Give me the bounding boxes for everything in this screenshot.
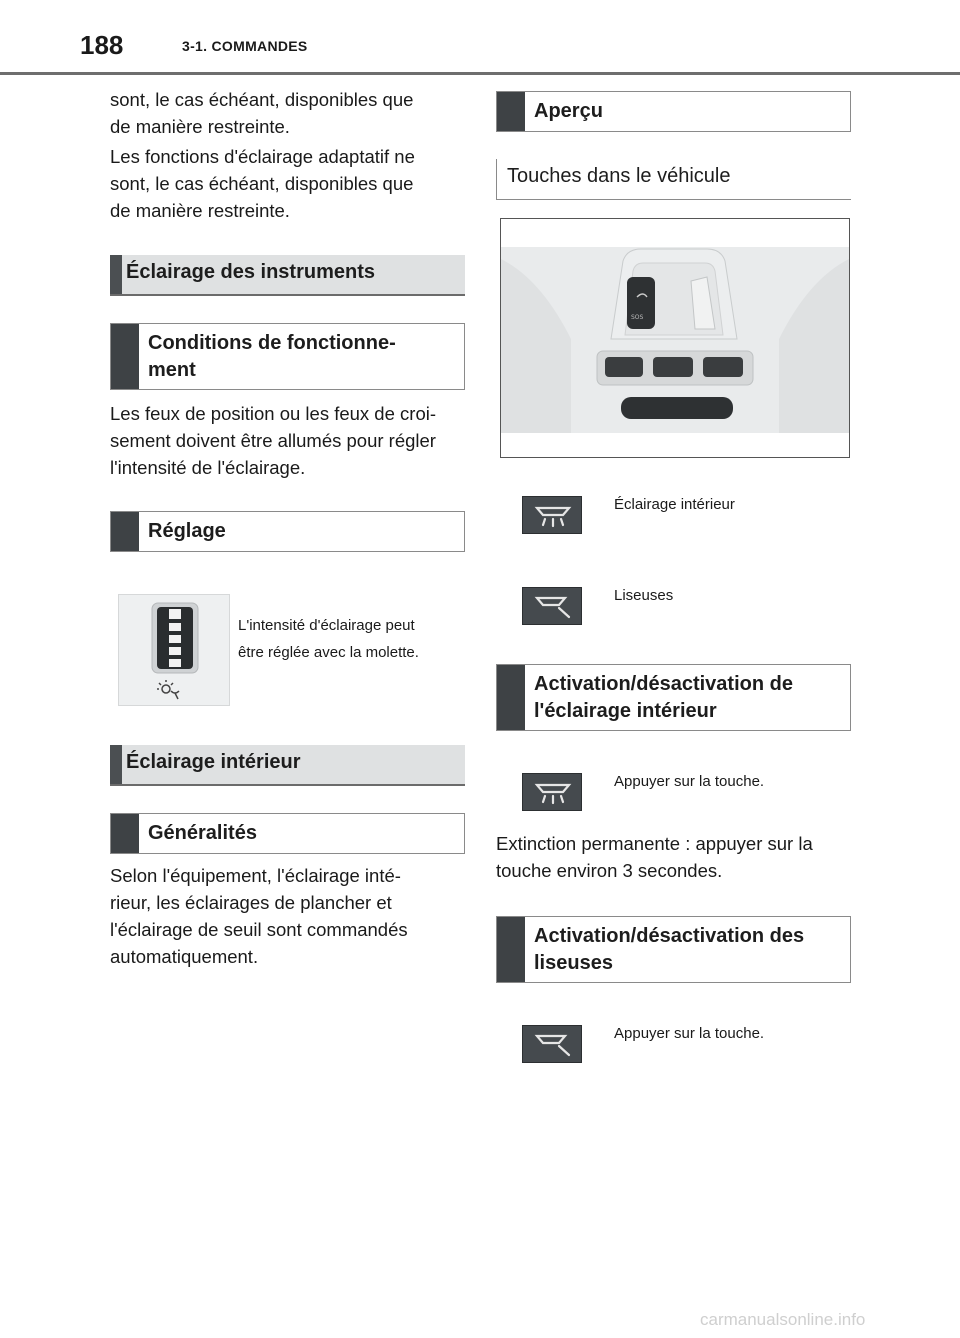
heading-bar	[497, 665, 525, 730]
heading-toggle-interior-light	[496, 664, 851, 731]
dimmer-caption	[238, 612, 468, 666]
page-number: 188	[80, 30, 124, 60]
interior-light-icon	[522, 773, 582, 811]
text-line: l'éclairage de seuil sont commandés	[110, 919, 408, 940]
heading-toggle-reading-lights	[496, 916, 851, 983]
press-button-text-1: Appuyer sur la touche.	[614, 773, 765, 790]
section-title: 3-1. COMMANDES	[182, 38, 308, 54]
intro-paragraph-2	[110, 143, 470, 224]
heading-bar	[111, 324, 139, 389]
reading-light-glyph	[523, 1026, 583, 1062]
heading-bar	[111, 814, 139, 853]
header-divider	[0, 72, 960, 75]
conditions-paragraph	[110, 400, 470, 481]
reading-light-glyph	[523, 588, 583, 624]
text-line: Les feux de position ou les feux de croi-	[110, 403, 436, 424]
text-line: sont, le cas échéant, disponibles que	[110, 173, 414, 194]
text-line: Extinction permanente : appuyer sur la	[496, 833, 813, 854]
text-line: de manière restreinte.	[110, 116, 290, 137]
heading-text: Éclairage intérieur	[126, 751, 301, 773]
intro-paragraph-1	[110, 86, 470, 140]
text-line: de manière restreinte.	[110, 200, 290, 221]
heading-line: l'éclairage intérieur	[534, 700, 717, 722]
watermark-text: carmanualsonline.info	[700, 1310, 866, 1329]
interior-light-icon	[522, 496, 582, 534]
heading-text: Généralités	[148, 822, 257, 844]
overhead-console-image	[500, 218, 850, 458]
overhead-console-drawing	[501, 219, 849, 457]
brightness-wheel-icon	[157, 680, 179, 699]
caption-line: L'intensité d'éclairage peut	[238, 617, 415, 634]
heading-text	[534, 923, 804, 977]
heading-overview	[496, 91, 851, 132]
sos-icon: SOS	[631, 314, 644, 321]
heading-adjustment	[110, 511, 465, 552]
heading-text: Éclairage des instruments	[126, 261, 375, 283]
heading-text	[148, 330, 396, 384]
heading-bar	[497, 917, 525, 982]
heading-general	[110, 813, 465, 854]
heading-line: liseuses	[534, 952, 613, 974]
extinction-paragraph	[496, 830, 856, 884]
text-line: touche environ 3 secondes.	[496, 860, 723, 881]
interior-light-glyph	[523, 774, 583, 810]
heading-bar	[110, 255, 122, 294]
text-line: l'intensité de l'éclairage.	[110, 457, 306, 478]
interior-light-glyph	[523, 497, 583, 533]
heading-bar	[111, 512, 139, 551]
text-line: Les fonctions d'éclairage adaptatif ne	[110, 146, 415, 167]
text-line: automatiquement.	[110, 946, 259, 967]
legend-interior-label: Éclairage intérieur	[614, 496, 735, 513]
heading-buttons-in-vehicle	[496, 159, 851, 200]
dimmer-wheel-image	[118, 594, 230, 706]
heading-instrument-lighting	[110, 255, 465, 296]
heading-text	[534, 671, 793, 725]
text-line: sement doivent être allumés pour régler	[110, 430, 436, 451]
reading-light-icon	[522, 1025, 582, 1063]
text-line: Selon l'équipement, l'éclairage inté-	[110, 865, 401, 886]
legend-reading-label: Liseuses	[614, 587, 674, 604]
text-line: rieur, les éclairages de plancher et	[110, 892, 392, 913]
dimmer-wheel-drawing	[119, 595, 231, 707]
heading-text: Aperçu	[534, 100, 603, 122]
heading-line: Conditions de fonctionne-	[148, 332, 396, 354]
heading-bar	[110, 745, 122, 784]
text-line: sont, le cas échéant, disponibles que	[110, 89, 414, 110]
heading-interior-lighting	[110, 745, 465, 786]
heading-line: ment	[148, 359, 196, 381]
heading-bar	[497, 92, 525, 131]
heading-line: Activation/désactivation des	[534, 925, 805, 947]
heading-operating-conditions	[110, 323, 465, 390]
heading-text: Réglage	[148, 520, 226, 542]
heading-text: Touches dans le véhicule	[507, 165, 731, 187]
heading-line: Activation/désactivation de	[534, 673, 793, 695]
caption-line: être réglée avec la molette.	[238, 644, 419, 661]
reading-light-icon	[522, 587, 582, 625]
press-button-text-2: Appuyer sur la touche.	[614, 1025, 765, 1042]
general-paragraph	[110, 862, 470, 970]
